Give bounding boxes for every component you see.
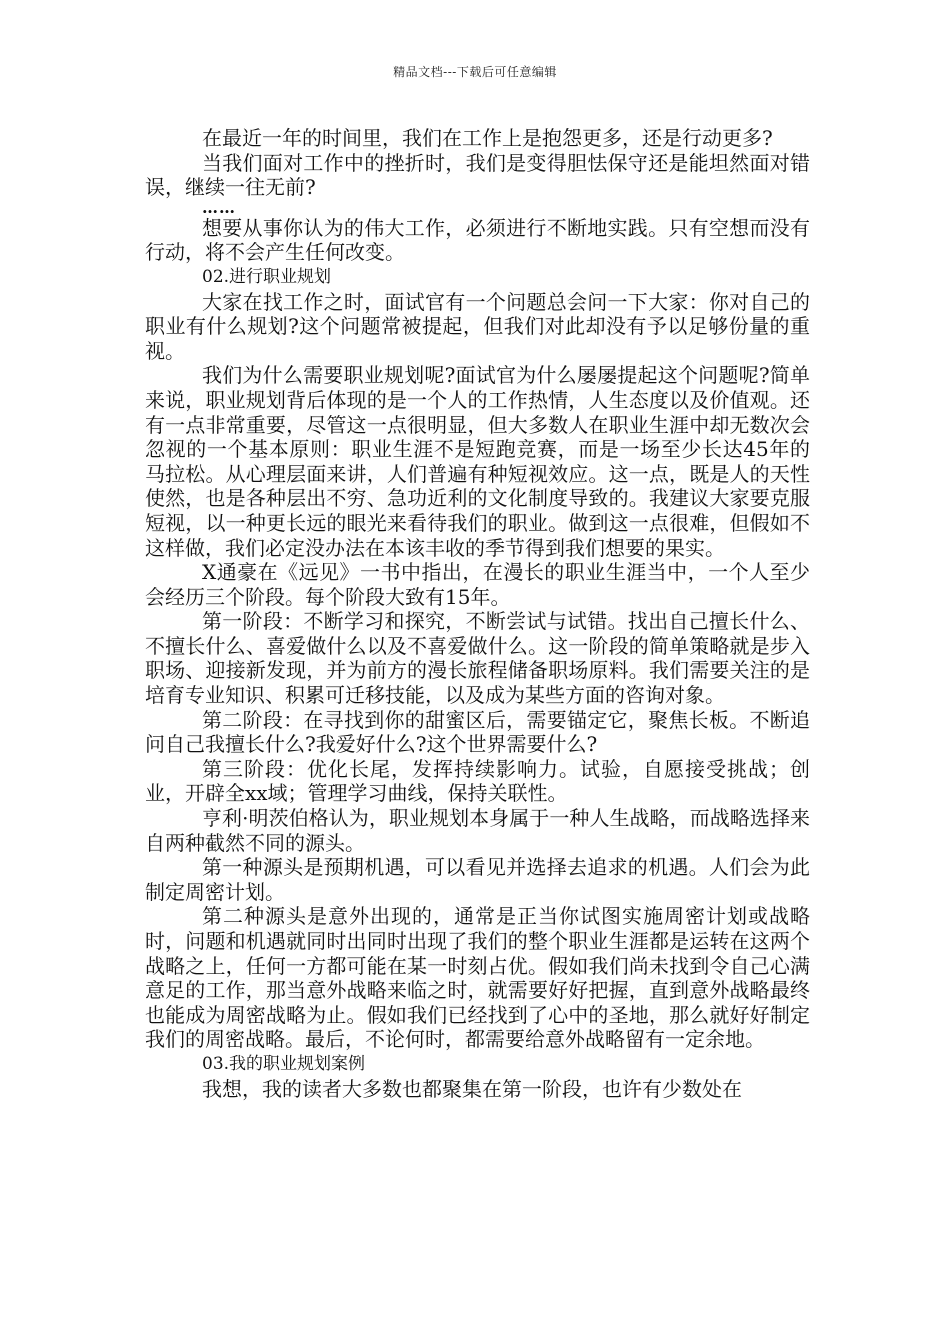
paragraph: 第二阶段：在寻找到你的甜蜜区后，需要锚定它，聚焦长板。不断追问自己我擅长什么?我爱好什么?这个世界需要什么? bbox=[145, 707, 810, 757]
paragraph: X通豪在《远见》一书中指出，在漫长的职业生涯当中，一个人至少会经历三个阶段。每个阶段大致有15年。 bbox=[145, 560, 810, 609]
paragraph: 我们为什么需要职业规划呢?面试官为什么屡屡提起这个问题呢?简单来说，职业规划背后体现的是一个人的工作热情，人生态度以及价值观。还有一点非常重要，尽管这一点很明显，但大多数人在职业生涯中却无数次会忽视的一个基本原则：职业生涯不是短跑竞赛，而是一场至少长达45年的马拉松。从心理层面来讲，人们普遍有种短视效应。这一点，既是人的天性使然，也是各种层出不穷、急功近利的文化制度导致的。我建议大家要克服短视，以一种更长远的眼光来看待我们的职业。做到这一点很难，但假如不这样做，我们必定没办法在本该丰收的季节得到我们想要的果实。 bbox=[145, 363, 810, 560]
paragraph: 大家在找工作之时，面试官有一个问题总会问一下大家：你对自己的职业有什么规划?这个问题常被提起，但我们对此却没有予以足够份量的重视。 bbox=[145, 289, 810, 363]
paragraph: 我想，我的读者大多数也都聚集在第一阶段，也许有少数处在 bbox=[202, 1076, 742, 1101]
paragraph: 当我们面对工作中的挫折时，我们是变得胆怯保守还是能坦然面对错误，继续一往无前? bbox=[145, 150, 810, 200]
ellipsis: …… bbox=[202, 197, 236, 217]
section-heading: 02.进行职业规划 bbox=[202, 266, 332, 287]
paragraph: 第一阶段：不断学习和探究，不断尝试与试错。找出自己擅长什么、不擅长什么、喜爱做什么以及不喜爱做什么。这一阶段的简单策略就是步入职场、迎接新发现，并为前方的漫长旅程储备职场原料。我们需要关注的是培育专业知识、积累可迁移技能，以及成为某些方面的咨询对象。 bbox=[145, 609, 810, 708]
document-body bbox=[145, 126, 810, 1101]
paragraph: 想要从事你认为的伟大工作，必须进行不断地实践。只有空想而没有行动，将不会产生任何改变。 bbox=[145, 215, 810, 265]
paragraph: 第三阶段：优化长尾，发挥持续影响力。试验，自愿接受挑战；创业，开辟全xx域；管理学习曲线，保持关联性。 bbox=[145, 756, 810, 806]
paragraph: 在最近一年的时间里，我们在工作上是抱怨更多，还是行动更多? bbox=[202, 126, 773, 150]
paragraph: 第二种源头是意外出现的，通常是正当你试图实施周密计划或战略时，问题和机遇就同时出同时出现了我们的整个职业生涯都是运转在这两个战略之上，任何一方都可能在某一时刻占优。假如我们尚未找到令自己心满意足的工作，那当意外战略来临之时，就需要好好把握，直到意外战略最终也能成为周密战略为止。假如我们已经找到了心中的圣地，那么就好好制定我们的周密战略。最后，不论何时，都需要给意外战略留有一定余地。 bbox=[145, 904, 810, 1052]
section-heading: 03.我的职业规划案例 bbox=[202, 1053, 366, 1074]
page-header: 精品文档---下载后可任意编辑 bbox=[393, 65, 557, 79]
paragraph: 第一种源头是预期机遇，可以看见并选择去追求的机遇。人们会为此制定周密计划。 bbox=[145, 855, 810, 904]
paragraph: 亨利·明茨伯格认为，职业规划本身属于一种人生战略，而战略选择来自两种截然不同的源头。 bbox=[145, 806, 810, 855]
